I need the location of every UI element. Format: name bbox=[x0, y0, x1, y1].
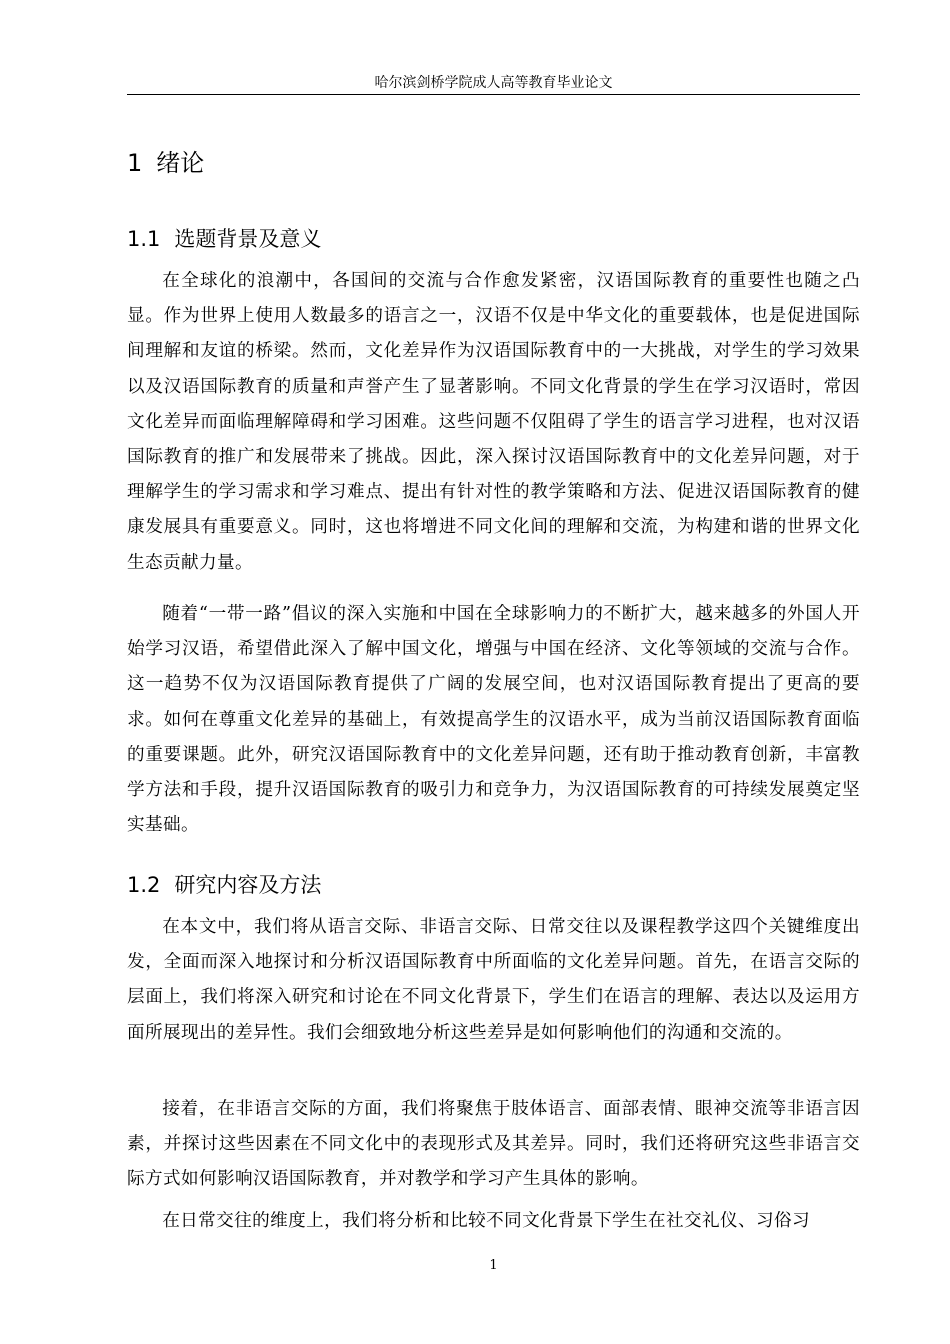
chapter-title: 绪论 bbox=[156, 149, 205, 177]
section-title: 研究内容及方法 bbox=[174, 873, 322, 897]
chapter-heading bbox=[127, 148, 204, 178]
chapter-number: 1 bbox=[127, 149, 143, 177]
header-rule bbox=[127, 94, 860, 95]
paragraph: 在日常交往的维度上，我们将分析和比较不同文化背景下学生在社交礼仪、习俗习 bbox=[162, 1211, 810, 1231]
paragraph: 接着，在非语言交际的方面，我们将聚焦于肢体语言、面部表情、眼神交流等非语言因素，并探讨这些因素在不同文化中的表现形式及其差异。同时，我们还将研究这些非语言交际方式如何影响汉语国际教育，并对教学和学习产生具体的影响。 bbox=[127, 1099, 860, 1190]
section-number: 1.2 bbox=[127, 873, 161, 897]
section-title: 选题背景及意义 bbox=[174, 227, 322, 251]
section-heading-1-2 bbox=[127, 871, 321, 899]
section-heading-1-1 bbox=[127, 225, 321, 253]
running-header: 哈尔滨剑桥学院成人高等教育毕业论文 bbox=[374, 75, 613, 91]
page-number: 1 bbox=[489, 1258, 498, 1273]
paragraph: 随着“一带一路”倡议的深入实施和中国在全球影响力的不断扩大，越来越多的外国人开始学习汉语，希望借此深入了解中国文化，增强与中国在经济、文化等领域的交流与合作。这一趋势不仅为汉语国际教育提供了广阔的发展空间，也对汉语国际教育提出了更高的要求。如何在尊重文化差异的基础上，有效提高学生的汉语水平，成为当前汉语国际教育面临的重要课题。此外，研究汉语国际教育中的文化差异问题，还有助于推动教育创新，丰富教学方法和手段，提升汉语国际教育的吸引力和竞争力，为汉语国际教育的可持续发展奠定坚实基础。 bbox=[127, 604, 860, 836]
paragraph: 在全球化的浪潮中，各国间的交流与合作愈发紧密，汉语国际教育的重要性也随之凸显。作为世界上使用人数最多的语言之一，汉语不仅是中华文化的重要载体，也是促进国际间理解和友谊的桥梁。然而，文化差异作为汉语国际教育中的一大挑战，对学生的学习效果以及汉语国际教育的质量和声誉产生了显著影响。不同文化背景的学生在学习汉语时，常因文化差异而面临理解障碍和学习困难。这些问题不仅阻碍了学生的语言学习进程，也对汉语国际教育的推广和发展带来了挑战。因此，深入探讨汉语国际教育中的文化差异问题，对于理解学生的学习需求和学习难点、提出有针对性的教学策略和方法、促进汉语国际教育的健康发展具有重要意义。同时，这也将增进不同文化间的理解和交流，为构建和谐的世界文化生态贡献力量。 bbox=[127, 271, 860, 573]
paragraph: 在本文中，我们将从语言交际、非语言交际、日常交往以及课程教学这四个关键维度出发，全面而深入地探讨和分析汉语国际教育中所面临的文化差异问题。首先，在语言交际的层面上，我们将深入研究和讨论在不同文化背景下，学生们在语言的理解、表达以及运用方面所展现出的差异性。我们会细致地分析这些差异是如何影响他们的沟通和交流的。 bbox=[127, 917, 860, 1043]
section-number: 1.1 bbox=[127, 227, 161, 251]
